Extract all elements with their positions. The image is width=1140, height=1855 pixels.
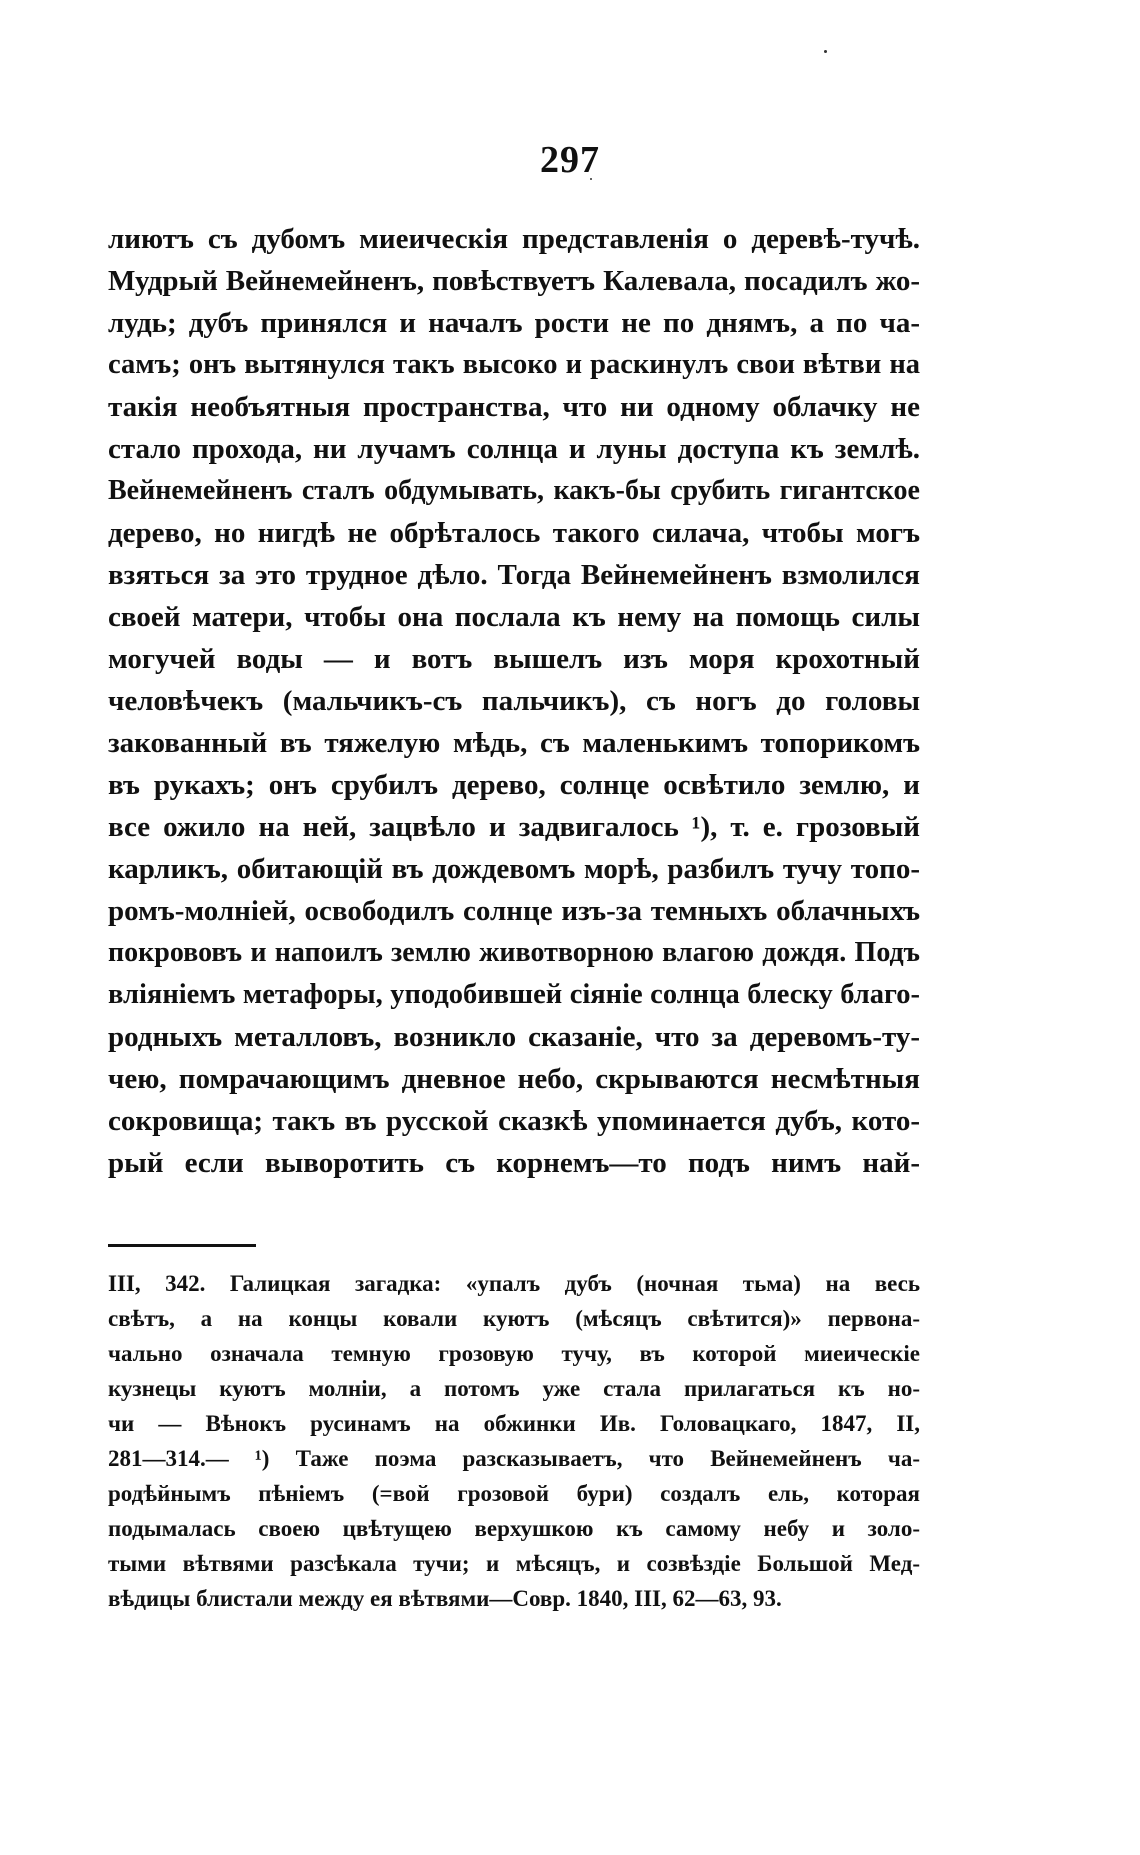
text-line: закованный въ тяжелую мѣдь, съ маленькимъ топорикомъ [108,727,920,759]
text-line: такія необъятныя пространства, что ни одному облачку не [108,391,920,423]
text-line: вліяніемъ метафоры, уподобившей сіяніе солнца блеску благо- [108,979,920,1010]
text-line: покрововъ и напоилъ землю животворною влагою дождя. Подъ [108,937,920,968]
text-line: стало прохода, ни лучамъ солнца и луны доступа къ землѣ. [108,433,920,465]
footnote [108,1266,920,1616]
text-line: взяться за это трудное дѣло. Тогда Вейнемейненъ взмолился [108,559,920,591]
footnote-line: вѣдицы блистали между ея вѣтвями—Совр. 1840, III, 62—63, 93. [108,1586,782,1611]
footnote-line: свѣтъ, а на концы ковали куютъ (мѣсяцъ свѣтится)» первона- [108,1306,920,1331]
footnote-line: родѣйнымъ пѣніемъ (=вой грозовой бури) создалъ ель, которая [108,1481,920,1506]
text-line: дерево, но нигдѣ не обрѣталось такого силача, чтобы могъ [108,517,920,549]
text-line: самъ; онъ вытянулся такъ высоко и раскинулъ свои вѣтви на [108,349,920,380]
text-line: ромъ-молніей, освободилъ солнце изъ-за темныхъ облачныхъ [108,895,920,927]
text-line: лиютъ съ дубомъ миеическія представленія о деревѣ-тучѣ. [108,223,920,255]
text-line: въ рукахъ; онъ срубилъ дерево, солнце освѣтило землю, и [108,769,920,801]
text-line: Вейнемейненъ сталъ обдумывать, какъ-бы срубить гигантское [108,475,920,506]
footnote-line: чально означала темную грозовую тучу, въ которой миеическіе [108,1341,920,1366]
footnote-line: кузнецы куютъ молніи, а потомъ уже стала прилагаться къ но- [108,1376,920,1401]
text-line: рый если выворотить съ корнемъ—то подъ нимъ най- [108,1147,920,1179]
text-line: чею, помрачающимъ дневное небо, скрываются несмѣтныя [108,1063,920,1095]
footnote-line: тыми вѣтвями разсѣкала тучи; и мѣсяцъ, и созвѣздіе Большой Мед- [108,1551,920,1576]
footnote-divider [108,1244,256,1247]
footnote-line: 281—314.— ¹) Таже поэма разсказываетъ, что Вейнемейненъ ча- [108,1446,920,1471]
text-line: лудь; дубъ принялся и началъ рости не по днямъ, а по ча- [108,307,920,339]
text-line: человѣчекъ (мальчикъ-съ пальчикъ), съ ногъ до головы [108,685,920,717]
text-line: могучей воды — и вотъ вышелъ изъ моря крохотный [108,643,920,675]
text-line: сокровища; такъ въ русской сказкѣ упоминается дубъ, кото- [108,1105,920,1137]
page-speck [824,50,827,53]
footnote-line: подымалась своею цвѣтущею верхушкою къ самому небу и золо- [108,1516,920,1541]
text-line: все ожило на ней, зацвѣло и задвигалось ¹), т. е. грозовый [108,811,920,843]
footnote-line: III, 342. Галицкая загадка: «упалъ дубъ (ночная тьма) на весь [108,1271,920,1296]
text-line: своей матери, чтобы она послала къ нему на помощь силы [108,601,920,633]
text-line: Мудрый Вейнемейненъ, повѣствуетъ Калевала, посадилъ жо- [108,265,920,297]
footnote-line: чи — Вѣнокъ русинамъ на обжинки Ив. Головацкаго, 1847, II, [108,1411,920,1436]
main-text [108,218,920,1184]
text-line: карликъ, обитающій въ дождевомъ морѣ, разбилъ тучу топо- [108,853,920,885]
page-number: 297 [540,139,600,181]
text-line: родныхъ металловъ, возникло сказаніе, что за деревомъ-ту- [108,1021,920,1053]
